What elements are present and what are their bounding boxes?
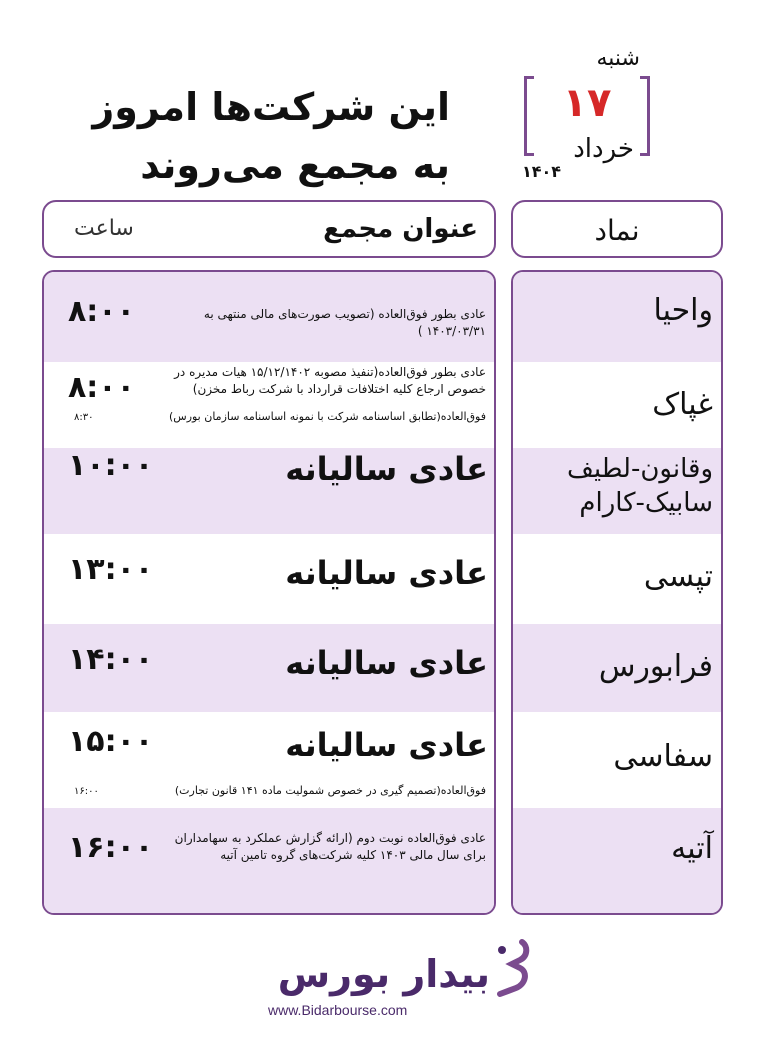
time-cell: ۱۰:۰۰ — [68, 448, 154, 483]
table-row — [513, 808, 721, 915]
symbol-cell: فرابورس — [598, 649, 713, 684]
table-row — [513, 362, 721, 448]
symbol-cell: واحیا — [653, 293, 713, 328]
agm-cell: عادی بطور فوق‌العاده(تنفیذ مصوبه ۱۵/۱۲/۱۴۰۲ هیات مدیره در خصوص ارجاع کلیه اختلافات قرارداد با شرکت رباط مخزن) — [174, 365, 486, 396]
table-row — [513, 712, 721, 808]
agm-cell: عادی فوق‌العاده نوبت دوم (ارائه گزارش عملکرد به سهامداران برای سال مالی ۱۴۰۳ کلیه شرکت‌های گروه تامین آتیه — [174, 831, 486, 862]
symbol-cell: غپاک — [652, 387, 713, 422]
time-cell: ۸:۰۰ — [68, 294, 135, 329]
headline — [92, 78, 450, 194]
table-row — [513, 272, 721, 362]
weekday: شنبه — [596, 46, 640, 71]
agm-header — [42, 200, 496, 258]
symbol-cell: تپسی — [643, 559, 713, 594]
symbol-cell: آتیه — [671, 831, 713, 866]
time-cell: ۱۳:۰۰ — [68, 552, 154, 587]
table-row — [513, 448, 721, 534]
time-cell: ۱۶:۰۰ — [68, 830, 154, 865]
month: خرداد — [573, 134, 634, 164]
year: ۱۴۰۴ — [522, 162, 562, 181]
agm-note: فوق‌العاده(تطابق اساسنامه شرکت با نمونه اساسنامه سازمان بورس) — [168, 410, 486, 423]
symbol-column — [511, 270, 723, 915]
brand-name: بیدار بورس — [277, 952, 490, 996]
time-cell: ۱۴:۰۰ — [68, 642, 154, 677]
note-time: ۸:۳۰ — [74, 412, 94, 423]
logo-mark-icon — [492, 938, 530, 998]
time-cell: ۸:۰۰ — [68, 370, 135, 405]
agm-cell: عادی سالیانه — [285, 450, 488, 488]
brand-logo — [250, 938, 530, 1028]
agm-title-header: عنوان مجمع — [323, 214, 478, 244]
symbol-cell-line1: وقانون-لطیف — [566, 454, 713, 484]
agm-column — [42, 270, 496, 915]
symbol-header-box — [511, 200, 723, 258]
date-box — [522, 38, 652, 181]
table-row — [44, 712, 494, 808]
table-row — [44, 534, 494, 624]
table-row — [44, 448, 494, 534]
table-row — [513, 534, 721, 624]
table-row — [44, 808, 494, 915]
headline-line2: به مجمع می‌روند — [140, 143, 450, 187]
agm-note: فوق‌العاده(تصمیم گیری در خصوص شمولیت ماده ۱۴۱ قانون تجارت) — [174, 784, 486, 797]
agm-cell: عادی سالیانه — [285, 726, 488, 764]
agm-cell: عادی سالیانه — [285, 644, 488, 682]
time-cell: ۱۵:۰۰ — [68, 724, 154, 759]
time-header: ساعت — [74, 216, 134, 241]
symbol-header: نماد — [594, 214, 640, 247]
symbol-cell — [521, 452, 713, 520]
table-row — [44, 272, 494, 362]
brand-url[interactable]: www.Bidarbourse.com — [268, 1002, 408, 1018]
agm-cell: عادی بطور فوق‌العاده (تصویب صورت‌های مالی منتهی به ۱۴۰۳/۰۳/۳۱ ) — [203, 307, 486, 338]
agm-cell: عادی سالیانه — [285, 554, 488, 592]
symbol-cell: سفاسی — [613, 739, 713, 774]
headline-line1: این شرکت‌ها امروز — [92, 85, 450, 129]
table-row — [44, 362, 494, 448]
note-time: ۱۶:۰۰ — [74, 786, 99, 797]
day-number: ۱۷ — [562, 80, 612, 126]
table-row — [44, 624, 494, 712]
symbol-cell-line2: سابیک-کارام — [579, 488, 713, 518]
table-row — [513, 624, 721, 712]
